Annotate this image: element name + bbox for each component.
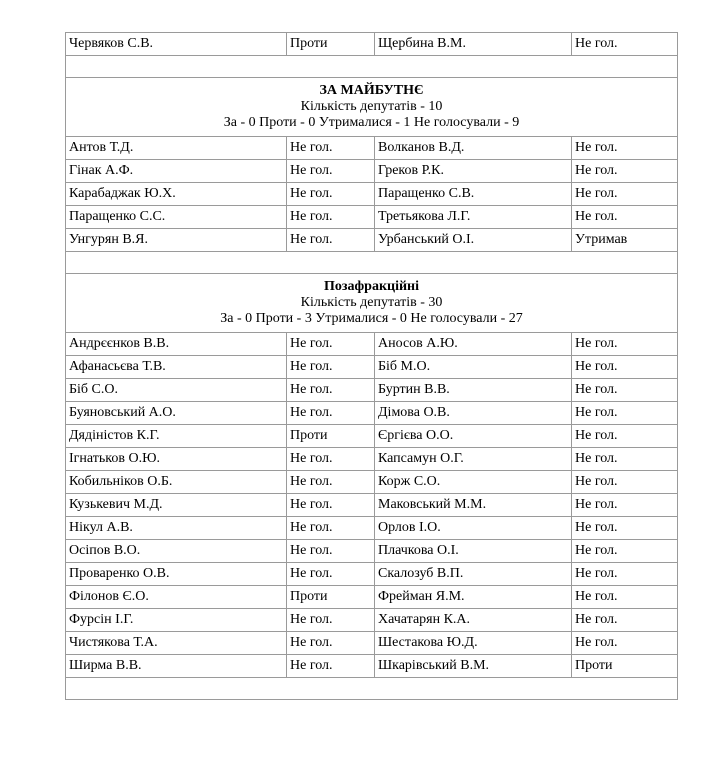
spacer-row xyxy=(66,252,678,274)
table-row xyxy=(66,379,678,402)
deputy-name: Орлов І.О. xyxy=(375,517,572,540)
deputy-name: Карабаджак Ю.Х. xyxy=(66,183,287,206)
vote-value: Не гол. xyxy=(572,379,678,402)
vote-value: Не гол. xyxy=(287,632,375,655)
table-row xyxy=(66,448,678,471)
vote-value: Не гол. xyxy=(287,448,375,471)
vote-value: Проти xyxy=(287,33,375,56)
vote-value: Не гол. xyxy=(572,448,678,471)
deputy-name: Капсамун О.Г. xyxy=(375,448,572,471)
table-row xyxy=(66,425,678,448)
deputy-name: Філонов Є.О. xyxy=(66,586,287,609)
vote-value: Не гол. xyxy=(572,206,678,229)
vote-value: Не гол. xyxy=(572,609,678,632)
vote-value: Не гол. xyxy=(287,563,375,586)
deputy-name: Дімова О.В. xyxy=(375,402,572,425)
table-row xyxy=(66,517,678,540)
deputy-name: Кузькевич М.Д. xyxy=(66,494,287,517)
vote-value: Не гол. xyxy=(287,160,375,183)
deputy-name: Нікул А.В. xyxy=(66,517,287,540)
table-row xyxy=(66,183,678,206)
table-row xyxy=(66,586,678,609)
vote-results-table xyxy=(65,32,678,700)
table-row xyxy=(66,206,678,229)
faction-header-row xyxy=(66,274,678,333)
spacer-cell xyxy=(66,56,678,78)
deputy-name: Андрєєнков В.В. xyxy=(66,333,287,356)
vote-value: Не гол. xyxy=(572,137,678,160)
vote-value: Не гол. xyxy=(572,183,678,206)
deputy-name: Антов Т.Д. xyxy=(66,137,287,160)
faction-header xyxy=(66,274,678,333)
vote-value: Не гол. xyxy=(572,586,678,609)
table-row xyxy=(66,540,678,563)
vote-value: Не гол. xyxy=(572,160,678,183)
deputy-name: Біб М.О. xyxy=(375,356,572,379)
deputy-name: Фрейман Я.М. xyxy=(375,586,572,609)
deputy-name: Паращенко С.С. xyxy=(66,206,287,229)
deputy-name: Єргієва О.О. xyxy=(375,425,572,448)
deputy-name: Буртин В.В. xyxy=(375,379,572,402)
vote-value: Не гол. xyxy=(287,137,375,160)
spacer-row xyxy=(66,678,678,700)
vote-value: Не гол. xyxy=(287,655,375,678)
vote-value: Утримав xyxy=(572,229,678,252)
vote-value: Не гол. xyxy=(287,229,375,252)
deputy-name: Хачатарян К.А. xyxy=(375,609,572,632)
vote-value: Не гол. xyxy=(572,402,678,425)
deputy-name: Ширма В.В. xyxy=(66,655,287,678)
deputy-name: Чистякова Т.А. xyxy=(66,632,287,655)
vote-value: Не гол. xyxy=(287,183,375,206)
vote-value: Не гол. xyxy=(572,33,678,56)
deputy-name: Шестакова Ю.Д. xyxy=(375,632,572,655)
vote-value: Не гол. xyxy=(287,379,375,402)
deputy-name: Ігнатьков О.Ю. xyxy=(66,448,287,471)
vote-value: Не гол. xyxy=(287,494,375,517)
deputy-name: Афанасьєва Т.В. xyxy=(66,356,287,379)
spacer-cell xyxy=(66,252,678,274)
faction-name: ЗА МАЙБУТНЄ xyxy=(319,83,424,98)
deputy-name: Унгурян В.Я. xyxy=(66,229,287,252)
vote-value: Не гол. xyxy=(287,517,375,540)
table-row xyxy=(66,494,678,517)
vote-value: Не гол. xyxy=(572,517,678,540)
table-row xyxy=(66,137,678,160)
deputy-name: Дядіністов К.Г. xyxy=(66,425,287,448)
vote-value: Проти xyxy=(572,655,678,678)
vote-value: Не гол. xyxy=(572,632,678,655)
vote-value: Проти xyxy=(287,425,375,448)
vote-value: Не гол. xyxy=(287,540,375,563)
table-row xyxy=(66,655,678,678)
faction-name: Позафракційні xyxy=(323,279,420,294)
table-row xyxy=(66,160,678,183)
deputy-name: Паращенко С.В. xyxy=(375,183,572,206)
deputy-name: Урбанський О.І. xyxy=(375,229,572,252)
table-row xyxy=(66,563,678,586)
deputy-name: Маковський М.М. xyxy=(375,494,572,517)
vote-value: Не гол. xyxy=(572,540,678,563)
faction-count: Кількість депутатів - 30 xyxy=(300,295,443,310)
vote-results-sheet xyxy=(65,32,677,700)
deputy-name: Осіпов В.О. xyxy=(66,540,287,563)
deputy-name: Греков Р.К. xyxy=(375,160,572,183)
faction-header-row xyxy=(66,78,678,137)
vote-value: Не гол. xyxy=(572,356,678,379)
table-row xyxy=(66,609,678,632)
deputy-name: Біб С.О. xyxy=(66,379,287,402)
table-row xyxy=(66,632,678,655)
table-row xyxy=(66,33,678,56)
vote-value: Не гол. xyxy=(572,471,678,494)
deputy-name: Фурсін І.Г. xyxy=(66,609,287,632)
deputy-name: Скалозуб В.П. xyxy=(375,563,572,586)
deputy-name: Проваренко О.В. xyxy=(66,563,287,586)
faction-totals: За - 0 Проти - 0 Утрималися - 1 Не голосували - 9 xyxy=(223,115,520,130)
faction-count: Кількість депутатів - 10 xyxy=(300,99,443,114)
vote-results-body xyxy=(66,33,678,700)
vote-value: Не гол. xyxy=(287,609,375,632)
table-row xyxy=(66,356,678,379)
deputy-name: Кобильніков О.Б. xyxy=(66,471,287,494)
deputy-name: Корж С.О. xyxy=(375,471,572,494)
spacer-cell xyxy=(66,678,678,700)
table-row xyxy=(66,402,678,425)
vote-value: Не гол. xyxy=(287,356,375,379)
faction-header xyxy=(66,78,678,137)
deputy-name: Шкарівський В.М. xyxy=(375,655,572,678)
deputy-name: Червяков С.В. xyxy=(66,33,287,56)
vote-value: Не гол. xyxy=(572,333,678,356)
vote-value: Проти xyxy=(287,586,375,609)
vote-value: Не гол. xyxy=(287,206,375,229)
deputy-name: Аносов А.Ю. xyxy=(375,333,572,356)
faction-totals: За - 0 Проти - 3 Утрималися - 0 Не голосували - 27 xyxy=(220,311,523,326)
deputy-name: Третьякова Л.Г. xyxy=(375,206,572,229)
spacer-row xyxy=(66,56,678,78)
table-row xyxy=(66,333,678,356)
deputy-name: Щербина В.М. xyxy=(375,33,572,56)
deputy-name: Плачкова О.І. xyxy=(375,540,572,563)
vote-value: Не гол. xyxy=(572,563,678,586)
table-row xyxy=(66,471,678,494)
vote-value: Не гол. xyxy=(287,402,375,425)
vote-value: Не гол. xyxy=(572,425,678,448)
vote-value: Не гол. xyxy=(287,471,375,494)
vote-value: Не гол. xyxy=(287,333,375,356)
deputy-name: Гінак А.Ф. xyxy=(66,160,287,183)
deputy-name: Волканов В.Д. xyxy=(375,137,572,160)
deputy-name: Буяновський А.О. xyxy=(66,402,287,425)
vote-value: Не гол. xyxy=(572,494,678,517)
table-row xyxy=(66,229,678,252)
